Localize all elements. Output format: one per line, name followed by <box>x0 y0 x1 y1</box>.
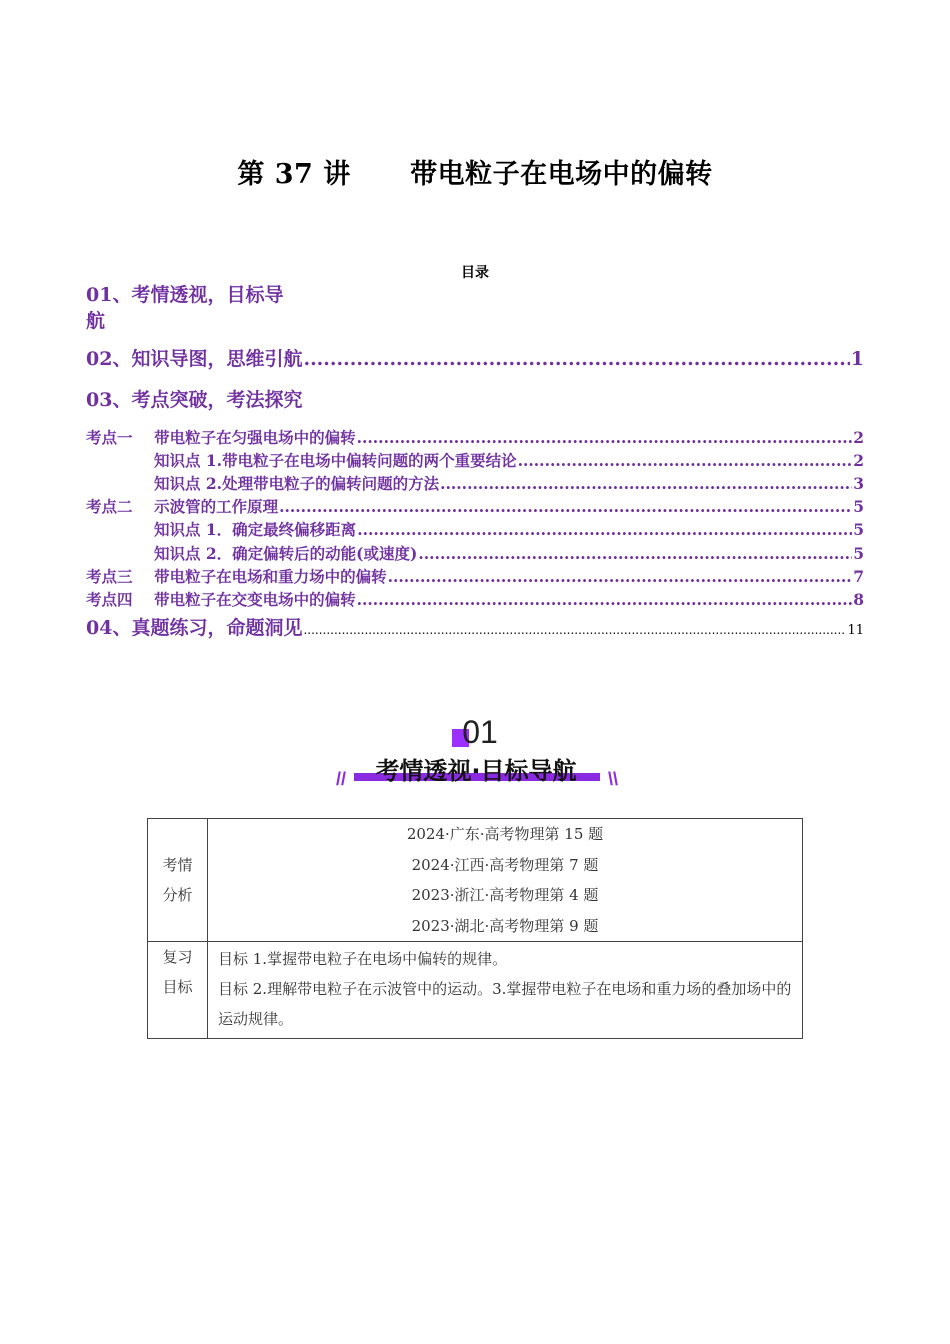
toc-entry-zhishidian-2-1[interactable] <box>154 520 864 540</box>
toc-entry-kaodian-3[interactable] <box>86 567 864 587</box>
toc-page-number: 5 <box>853 544 864 563</box>
toc-page-number: 2 <box>853 451 864 470</box>
toc-entry-label: 知识点 2．确定偏转后的动能(或速度) <box>154 544 418 563</box>
toc-leader <box>388 567 853 587</box>
toc-leader <box>418 544 852 564</box>
analysis-item: 2024·江西·高考物理第 7 题 <box>411 855 599 874</box>
toc-leader <box>357 590 853 610</box>
toc-entry-label: 知识点 2.处理带电粒子的偏转问题的方法 <box>154 474 440 493</box>
toc-entry-label: 考点四 带电粒子在交变电场中的偏转 <box>86 590 356 609</box>
toc-leader <box>279 497 852 517</box>
page-title: 第 37 讲 带电粒子在电场中的偏转 <box>237 159 713 190</box>
analysis-item: 2023·浙江·高考物理第 4 题 <box>411 886 599 904</box>
goals-content-cell <box>208 942 803 1039</box>
toc-page-number: 8 <box>853 590 864 609</box>
goal-item: 目标 1.掌握带电粒子在电场中偏转的规律。 <box>218 950 508 968</box>
exam-info-table <box>147 818 803 1039</box>
toc-section-01[interactable] <box>86 282 326 334</box>
toc-page-number: 2 <box>853 428 864 447</box>
toc-entry-kaodian-2[interactable] <box>86 497 864 517</box>
toc-section-label-cont: 航 <box>86 310 106 332</box>
toc-leader <box>440 474 852 494</box>
toc-entry-zhishidian-2-2[interactable] <box>154 544 864 564</box>
toc-page-number: 5 <box>853 497 864 516</box>
toc-section-04[interactable] <box>86 616 864 643</box>
banner-left-slashes: // <box>336 769 347 789</box>
toc-page-number: 5 <box>853 520 864 539</box>
toc-section-label: 01、考情透视，目标导 <box>86 284 284 306</box>
toc-entry-zhishidian-1-1[interactable] <box>154 451 864 471</box>
toc-entry-label: 知识点 1．确定最终偏移距离 <box>154 520 357 539</box>
toc-page-number: 11 <box>847 623 864 638</box>
toc-page-number: 3 <box>853 474 864 493</box>
toc-leader <box>357 520 852 540</box>
toc-heading: 目录 <box>461 265 489 281</box>
toc-entry-label: 考点三 带电粒子在电场和重力场中的偏转 <box>86 567 387 586</box>
toc-entry-label: 知识点 1.带电粒子在电场中偏转问题的两个重要结论 <box>154 451 517 470</box>
banner-right-slashes: \\ <box>608 769 619 789</box>
toc-leader <box>303 347 849 371</box>
table-row-analysis <box>148 819 803 942</box>
goals-header-line1: 复习 <box>162 948 193 966</box>
analysis-item: 2024·广东·高考物理第 15 题 <box>406 825 604 843</box>
goals-header-cell <box>148 942 208 1039</box>
section-banner <box>0 708 950 800</box>
table-row-goals <box>148 942 803 1039</box>
analysis-header-line2: 分析 <box>162 886 193 904</box>
toc-section-label: 02、知识导图，思维引航 <box>86 348 303 370</box>
toc-entry-label: 考点二 示波管的工作原理 <box>86 497 279 516</box>
toc-section-03[interactable] <box>86 388 864 412</box>
toc-leader <box>303 618 846 642</box>
banner-number: 01 <box>462 714 498 750</box>
toc-leader <box>518 451 853 471</box>
toc-section-label: 04、真题练习，命题洞见 <box>86 617 303 639</box>
toc-section-label: 03、考点突破，考法探究 <box>86 389 303 411</box>
toc-entry-kaodian-1[interactable] <box>86 428 864 448</box>
toc-page-number: 1 <box>850 348 864 370</box>
toc-section-02[interactable] <box>86 347 864 371</box>
banner-title: 考情透视·目标导航 <box>375 757 577 785</box>
analysis-item: 2023·湖北·高考物理第 9 题 <box>411 916 599 935</box>
toc-entry-label: 考点一 带电粒子在匀强电场中的偏转 <box>86 428 356 447</box>
goal-item: 目标 2.理解带电粒子在示波管中的运动。3.掌握带电粒子在电场和重力场的叠加场中的运动规律。 <box>218 980 792 1028</box>
toc-entry-zhishidian-1-2[interactable] <box>154 474 864 494</box>
goals-header-line2: 目标 <box>162 978 193 996</box>
analysis-content-cell <box>208 819 803 942</box>
toc-page-number: 7 <box>853 567 864 586</box>
analysis-header-cell <box>148 819 208 942</box>
analysis-header-line1: 考情 <box>162 856 193 874</box>
toc-entry-kaodian-4[interactable] <box>86 590 864 610</box>
toc-leader <box>357 428 853 448</box>
